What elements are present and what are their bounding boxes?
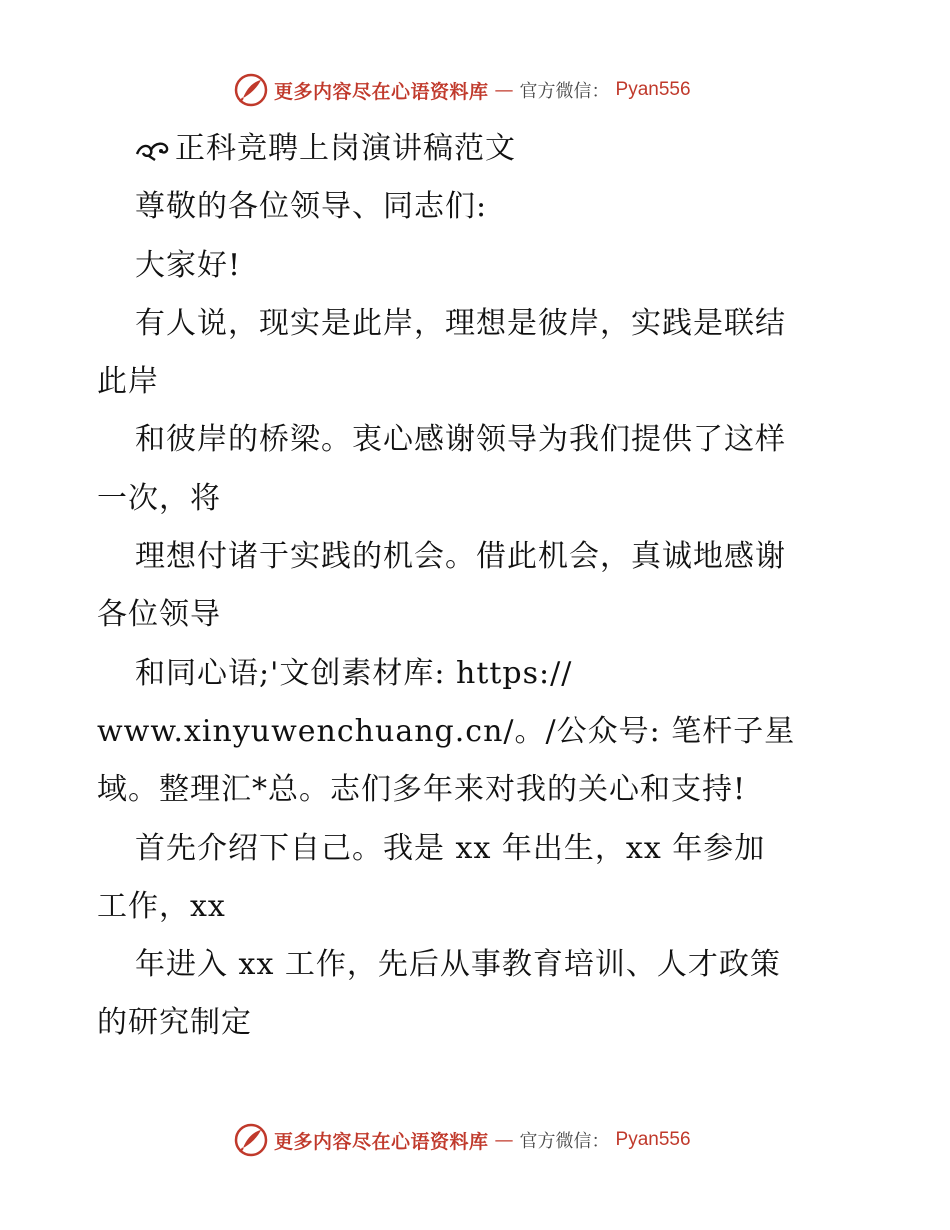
watermark-dash: — bbox=[494, 1129, 514, 1151]
paragraph-line: 有人说，现实是此岸，理想是彼岸，实践是联结 bbox=[135, 305, 786, 341]
watermark-site-text: 更多内容尽在心语资料库 bbox=[274, 1130, 489, 1153]
paragraph-line: 和同心语;'文创素材库: https:// bbox=[135, 655, 573, 691]
footer-watermark bbox=[234, 1120, 691, 1160]
paragraph-line: www.xinyuwenchuang.cn/。/公众号: 笔杆子星 bbox=[97, 713, 796, 749]
paragraph-line: 域。整理汇*总。志们多年来对我的关心和支持! bbox=[97, 772, 747, 808]
watermark-dash: — bbox=[494, 79, 514, 101]
feather-pen-logo-icon bbox=[234, 1123, 268, 1157]
paragraph-line: 一次，将 bbox=[97, 480, 221, 516]
watermark-wechat-id: Pyan556 bbox=[615, 79, 691, 100]
paragraph-line: 理想付诸于实践的机会。借此机会，真诚地感谢 bbox=[135, 539, 786, 575]
salutation: 尊敬的各位领导、同志们: bbox=[135, 189, 488, 225]
greeting: 大家好! bbox=[135, 247, 242, 283]
feather-pen-logo-icon bbox=[234, 73, 268, 107]
document-title bbox=[97, 120, 857, 178]
paragraph-line: 和彼岸的桥梁。衷心感谢领导为我们提供了这样 bbox=[135, 422, 786, 458]
paragraph-line: 的研究制定 bbox=[97, 1005, 252, 1041]
document-title-text: 正科竞聘上岗演讲稿范文 bbox=[175, 131, 516, 166]
watermark-wechat-label: 官方微信： bbox=[519, 81, 610, 102]
paragraph-line: 首先介绍下自己。我是 xx 年出生，xx 年参加 bbox=[135, 830, 766, 866]
document-body bbox=[97, 120, 857, 1053]
paragraph-line: 此岸 bbox=[97, 364, 159, 400]
watermark-site-text: 更多内容尽在心语资料库 bbox=[274, 80, 489, 103]
paragraph-line: 工作，xx bbox=[97, 888, 226, 924]
ornament-icon bbox=[135, 136, 171, 162]
watermark-wechat-label: 官方微信： bbox=[519, 1131, 610, 1152]
paragraph-line: 年进入 xx 工作，先后从事教育培训、人才政策 bbox=[135, 947, 781, 983]
watermark-wechat-id: Pyan556 bbox=[615, 1129, 691, 1150]
header-watermark bbox=[234, 70, 691, 110]
paragraph-line: 各位领导 bbox=[97, 597, 221, 633]
